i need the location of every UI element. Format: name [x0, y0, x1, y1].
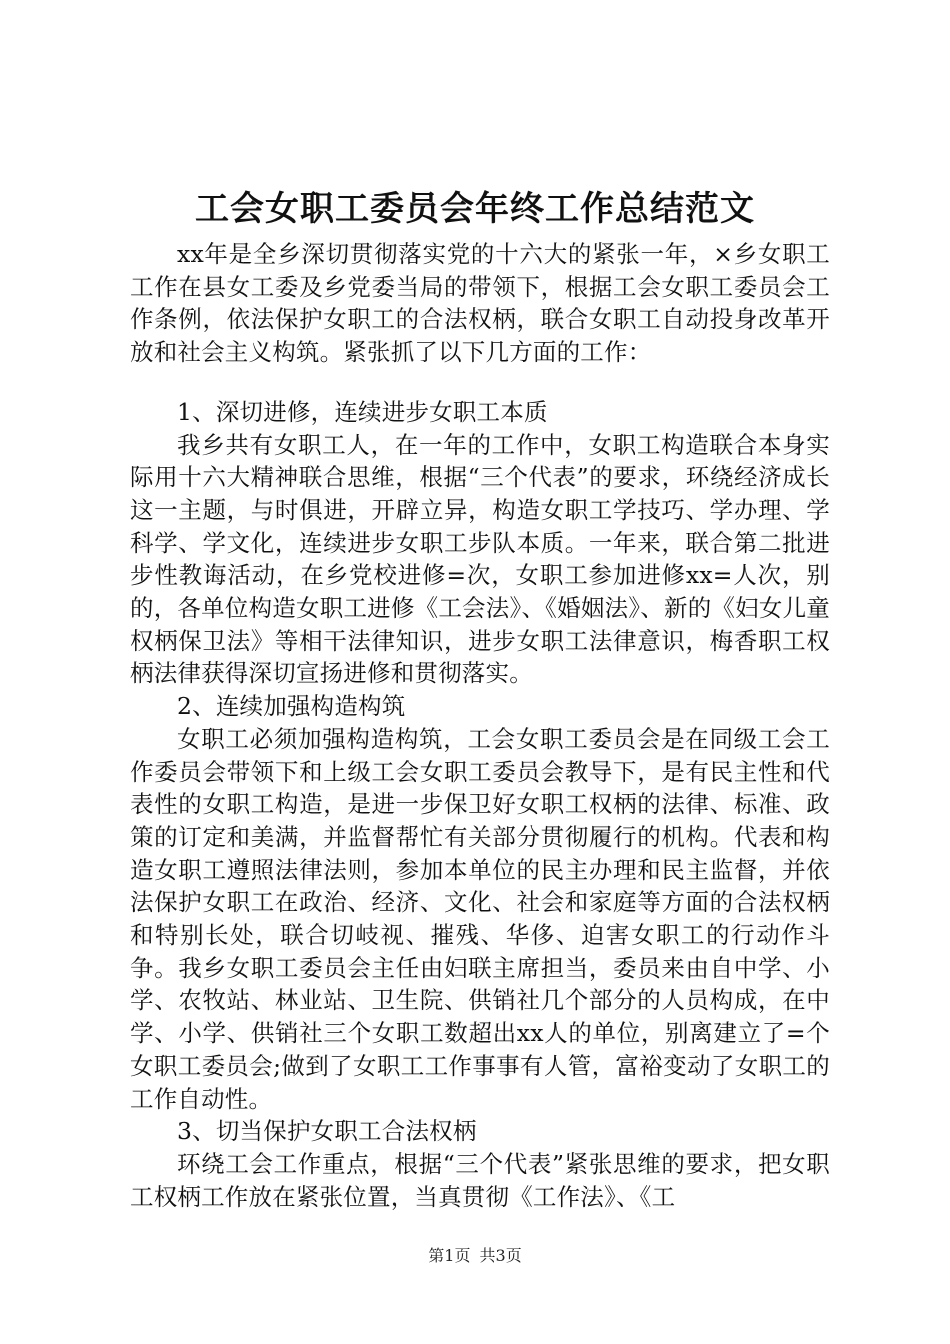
section-2-heading: 2、连续加强构造构筑 [177, 692, 406, 721]
document-body [130, 238, 830, 1213]
section-1-heading: 1、深切进修，连续进步女职工本质 [177, 397, 548, 426]
paragraph-gap [130, 369, 830, 396]
intro-paragraph: xx年是全乡深切贯彻落实党的十六大的紧张一年，×乡女职工工作在县女工委及乡党委当局的带领下，根据工会女职工委员会工作条例，依法保护女职工的合法权柄，联合女职工自动投身改革开放和社会主义构筑。紧张抓了以下几方面的工作： [130, 240, 830, 367]
page-number: 第1页 [428, 1246, 471, 1265]
section-2-paragraph: 女职工必须加强构造构筑，工会女职工委员会是在同级工会工作委员会带领下和上级工会女职工委员会教导下，是有民主性和代表性的女职工构造，是进一步保卫好女职工权柄的法律、标准、政策的订定和美满，并监督帮忙有关部分贯彻履行的机构。代表和构造女职工遵照法律法则，参加本单位的民主办理和民主监督，并依法保护女职工在政治、经济、文化、社会和家庭等方面的合法权柄和特别长处，联合切岐视、摧残、华侈、迫害女职工的行动作斗争。我乡女职工委员会主任由妇联主席担当，委员来由自中学、小学、农牧站、林业站、卫生院、供销社几个部分的人员构成，在中学、小学、供销社三个女职工数超出xx人的单位，别离建立了=个女职工委员会;做到了女职工工作事事有人管，富裕变动了女职工的工作自动性。 [130, 724, 830, 1113]
section-3-paragraph: 环绕工会工作重点，根据“三个代表”紧张思维的要求，把女职工权柄工作放在紧张位置，当真贯彻《工作法》、《工 [130, 1149, 830, 1211]
page-total: 共3页 [479, 1246, 522, 1265]
section-1-paragraph: 我乡共有女职工人，在一年的工作中，女职工构造联合本身实际用十六大精神联合思维，根据“三个代表”的要求，环绕经济成长这一主题，与时俱进，开辟立异，构造女职工学技巧、学办理、学科学、学文化，连续进步女职工步队本质。一年来，联合第二批进步性教诲活动，在乡党校进修=次，女职工参加进修xx=人次，别的，各单位构造女职工进修《工会法》、《婚姻法》、新的《妇女儿童权柄保卫法》等相干法律知识，进步女职工法律意识，梅香职工权柄法律获得深切宣扬进修和贯彻落实。 [130, 430, 830, 688]
page-footer [0, 1245, 950, 1267]
section-3-heading: 3、切当保护女职工合法权柄 [177, 1117, 477, 1146]
document-title: 工会女职工委员会年终工作总结范文 [195, 189, 755, 229]
